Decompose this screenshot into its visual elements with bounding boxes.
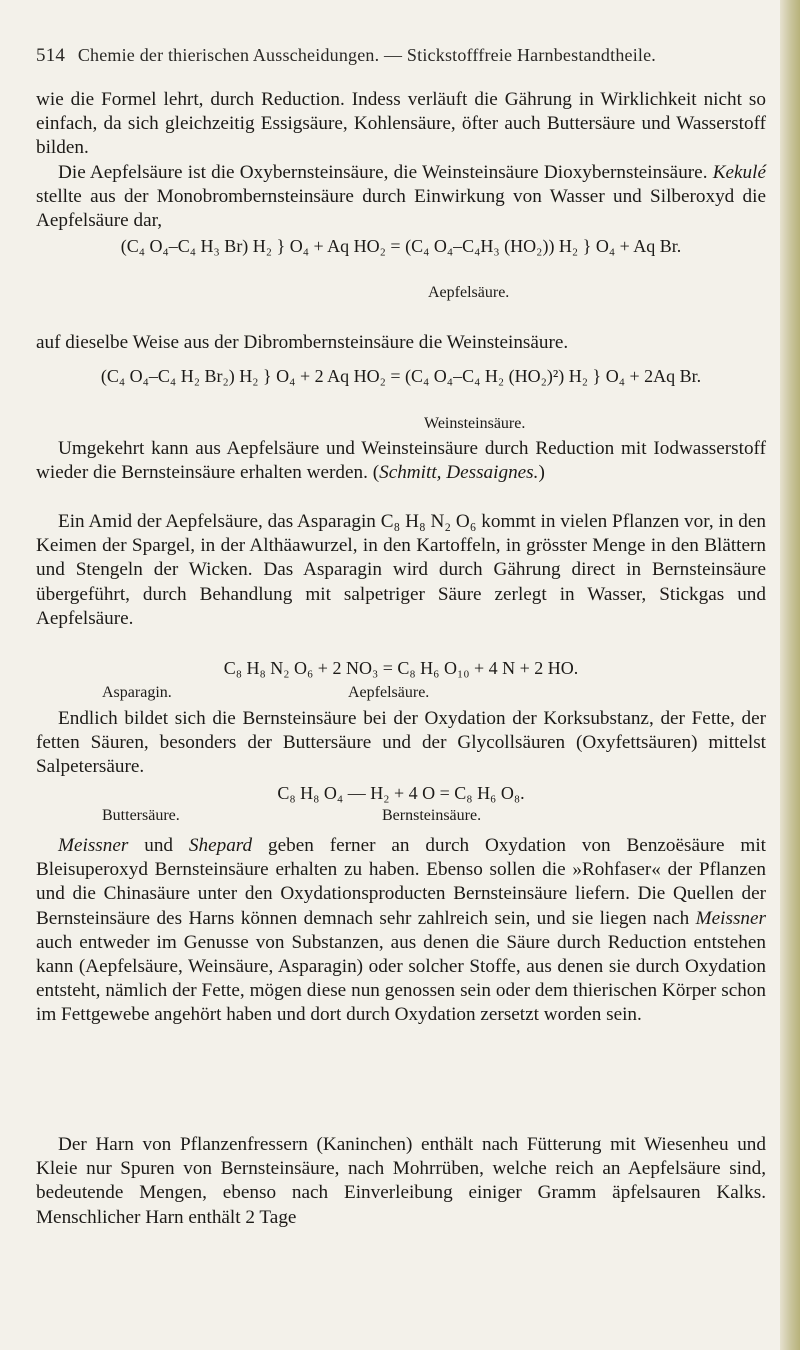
equation-label-right: Aepfelsäure. [348,684,430,701]
paragraph-harn [36,1133,766,1230]
paragraph-reduction [36,88,766,161]
equation-label-right: Bernsteinsäure. [382,807,482,824]
header-title: Chemie der thierischen Ausscheidungen. — Stickstofffreie Harnbestandtheile. [77,45,656,65]
page-edge [780,0,800,1350]
paragraph-umgekehrt [36,437,766,485]
paragraph-text: Endlich bildet sich die Bernsteinsäure bei der Oxydation der Korksubstanz, der Fette, der fetten Säuren, besonders der Buttersäure und der Glycollsäuren (Oxyfettsäuren) mittelst Salpetersäure. [36,708,766,778]
paragraph-oxydation [36,707,766,780]
author-name: Schmitt, Dessaignes. [379,462,539,484]
paragraph-asparagin [36,510,766,631]
paragraph-text: Ein Amid der Aepfelsäure, das Asparagin C₈ H₈ N₂ O₆ kommt in vielen Pflanzen vor, in den Keimen der Spargel, in der Althäawurzel, in den Kartoffeln, in grösster Menge in den Blättern und Stengeln der Wicken. Das Asparagin wird durch Gährung direct in Bernsteinsäure übergeführt, durch Behandlung mit salpetriger Säure zerlegt in Wasser, Stickgas und Aepfelsäure. [36,511,766,629]
running-header [36,45,766,67]
author-name: Kekulé [712,162,766,183]
text-run: und [128,835,189,856]
paragraph-weinsteinsaeure [36,331,766,355]
paragraph-text [36,161,766,234]
paragraph-text [36,437,766,485]
text-run: ) [538,462,545,484]
paragraph-text: wie die Formel lehrt, durch Reduction. Indess verläuft die Gährung in Wirklichkeit nicht so einfach, da sich gleichzeitig Essigsäure, Kohlensäure, öfter auch Buttersäure und Wasserstoff bilden. [36,89,766,159]
author-name: Meissner [58,835,129,856]
paragraph-aepfelsaeure [36,161,766,234]
paragraph-text: Der Harn von Pflanzenfressern (Kaninchen) enthält nach Fütterung mit Wiesenheu und Kleie nur Spuren von Bernsteinsäure, nach Mohrrüben, welche reich an Aepfelsäure sind, bedeutende Mengen, ebenso nach Einverleibung einiger Gramm äpfelsauren Kalks. Menschlicher Harn enthält 2 Tage [36,1134,766,1228]
text-run: stellte aus der Monobrombernsteinsäure durch Einwirkung von Wasser und Silberoxyd die Aepfelsäure dar, [36,186,766,232]
author-name: Meissner [695,907,766,929]
page-number: 514 [36,45,66,66]
text-run: Die Aepfelsäure ist die Oxybernsteinsäure, die Weinsteinsäure Dioxybernsteinsäure. [58,162,713,183]
equation-weinsteinsaeure: (C₄ O₄–C₄ H₂ Br₂) H₂ } O₄ + 2 Aq HO₂ = (C₄ O₄–C₄ H₂ (HO₂)²) H₂ } O₄ + 2Aq Br. [100,366,702,386]
equation-label: Weinsteinsäure. [424,415,526,432]
text-run: geben ferner an durch Oxydation von Benzoësäure mit Bleisuperoxyd Bernsteinsäure erhalten zu haben. Ebenso sollen die »Rohfaser« der Pflanzen und die Chinasäure unter den Oxydationsproducten Bernsteinsäure liefern. Die Quellen der Bernsteinsäure des Harns können demnach sehr zahlreich sein, und sie liegen nach [36,835,766,929]
equation-label: Aepfelsäure. [428,284,510,301]
equation-label-left: Asparagin. [102,684,172,701]
equation-asparagin: C₈ H₈ N₂ O₆ + 2 NO₃ = C₈ H₆ O₁₀ + 4 N + 2 HO. [223,658,579,678]
paragraph-text: auf dieselbe Weise aus der Dibrombernsteinsäure die Weinsteinsäure. [36,332,569,353]
text-run: auch entweder im Genusse von Substanzen, aus denen die Säure durch Reduction entstehen kann (Aepfelsäure, Weinsäure, Asparagin) oder solcher Stoffe, aus denen sie durch Oxydation entsteht, nämlich der Fette, mögen diese nun genossen sein oder dem thierischen Körper schon im Fettgewebe angehört haben und dort durch Oxydation zersetzt worden sein. [36,931,766,1026]
paragraph-meissner [36,834,766,1028]
equation-buttersaeure: C₈ H₈ O₄ — H₂ + 4 O = C₈ H₆ O₈. [277,783,525,803]
author-name: Shepard [188,835,253,856]
equation-aepfelsaeure: (C₄ O₄–C₄ H₃ Br) H₂ } O₄ + Aq HO₂ = (C₄ O₄–C₄H₃ (HO₂)) H₂ } O₄ + Aq Br. [120,236,682,256]
text-run: Umgekehrt kann aus Aepfelsäure und Weinsteinsäure durch Reduction mit Iodwasserstoff wieder die Bernsteinsäure erhalten werden. ( [36,438,766,484]
equation-label-left: Buttersäure. [102,807,180,824]
paragraph-text [36,834,766,1028]
